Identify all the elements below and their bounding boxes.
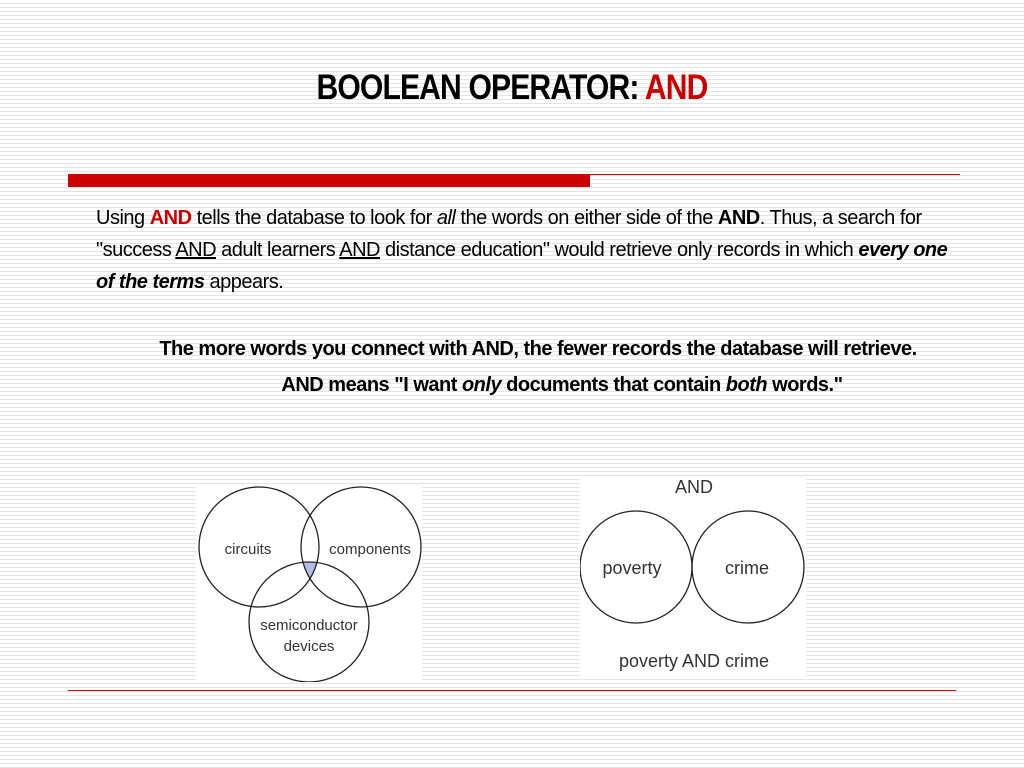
para-and-underlined-2: AND bbox=[339, 239, 380, 261]
venn-two-heading: AND bbox=[674, 477, 714, 497]
venn-two-svg bbox=[580, 476, 806, 676]
para-text-3: the words on either side of the bbox=[455, 207, 718, 229]
para-and-underlined-1: AND bbox=[175, 239, 217, 261]
para-text-7: appears. bbox=[204, 271, 284, 293]
para-and-bold: AND bbox=[717, 207, 760, 229]
emphasis-both: both bbox=[725, 374, 768, 396]
title-highlight: AND bbox=[644, 68, 708, 107]
footer-rule bbox=[68, 690, 956, 691]
explanation-paragraph bbox=[96, 202, 966, 298]
venn-three-svg bbox=[196, 484, 422, 682]
para-text-5: adult learners bbox=[216, 239, 340, 261]
venn-three-circles bbox=[196, 484, 422, 682]
label-devices: devices bbox=[283, 638, 335, 655]
label-crime: crime bbox=[725, 558, 769, 578]
venn-two-circles bbox=[580, 476, 806, 676]
para-every-term: every one of the terms bbox=[96, 239, 948, 293]
emphasis-line-2-b: documents that contain bbox=[501, 374, 726, 396]
emphasis-line-2-a: AND means "I want bbox=[281, 374, 462, 396]
label-circuits: circuits bbox=[224, 541, 272, 558]
para-text-1: Using bbox=[96, 207, 150, 229]
emphasis-line-2-c: words." bbox=[767, 374, 843, 396]
emphasis-only: only bbox=[461, 374, 502, 396]
para-text-6: distance education" would retrieve only records in which bbox=[379, 239, 859, 261]
title-prefix: BOOLEAN OPERATOR: bbox=[316, 68, 645, 107]
para-and-red: AND bbox=[149, 207, 192, 229]
label-poverty: poverty bbox=[602, 558, 662, 578]
label-components: components bbox=[329, 541, 411, 558]
venn-two-caption: poverty AND crime bbox=[618, 651, 770, 671]
para-text-4: . Thus, a search for "success bbox=[96, 207, 922, 261]
para-text-2: tells the database to look for bbox=[191, 207, 437, 229]
para-all: all bbox=[436, 207, 456, 229]
emphasis-line-1: The more words you connect with AND, the fewer records the database will retrieve. bbox=[159, 338, 917, 360]
slide-title bbox=[72, 68, 953, 108]
title-rule-thick bbox=[68, 175, 590, 187]
label-semiconductor: semiconductor bbox=[260, 617, 358, 634]
emphasis-line-2 bbox=[0, 374, 1024, 397]
